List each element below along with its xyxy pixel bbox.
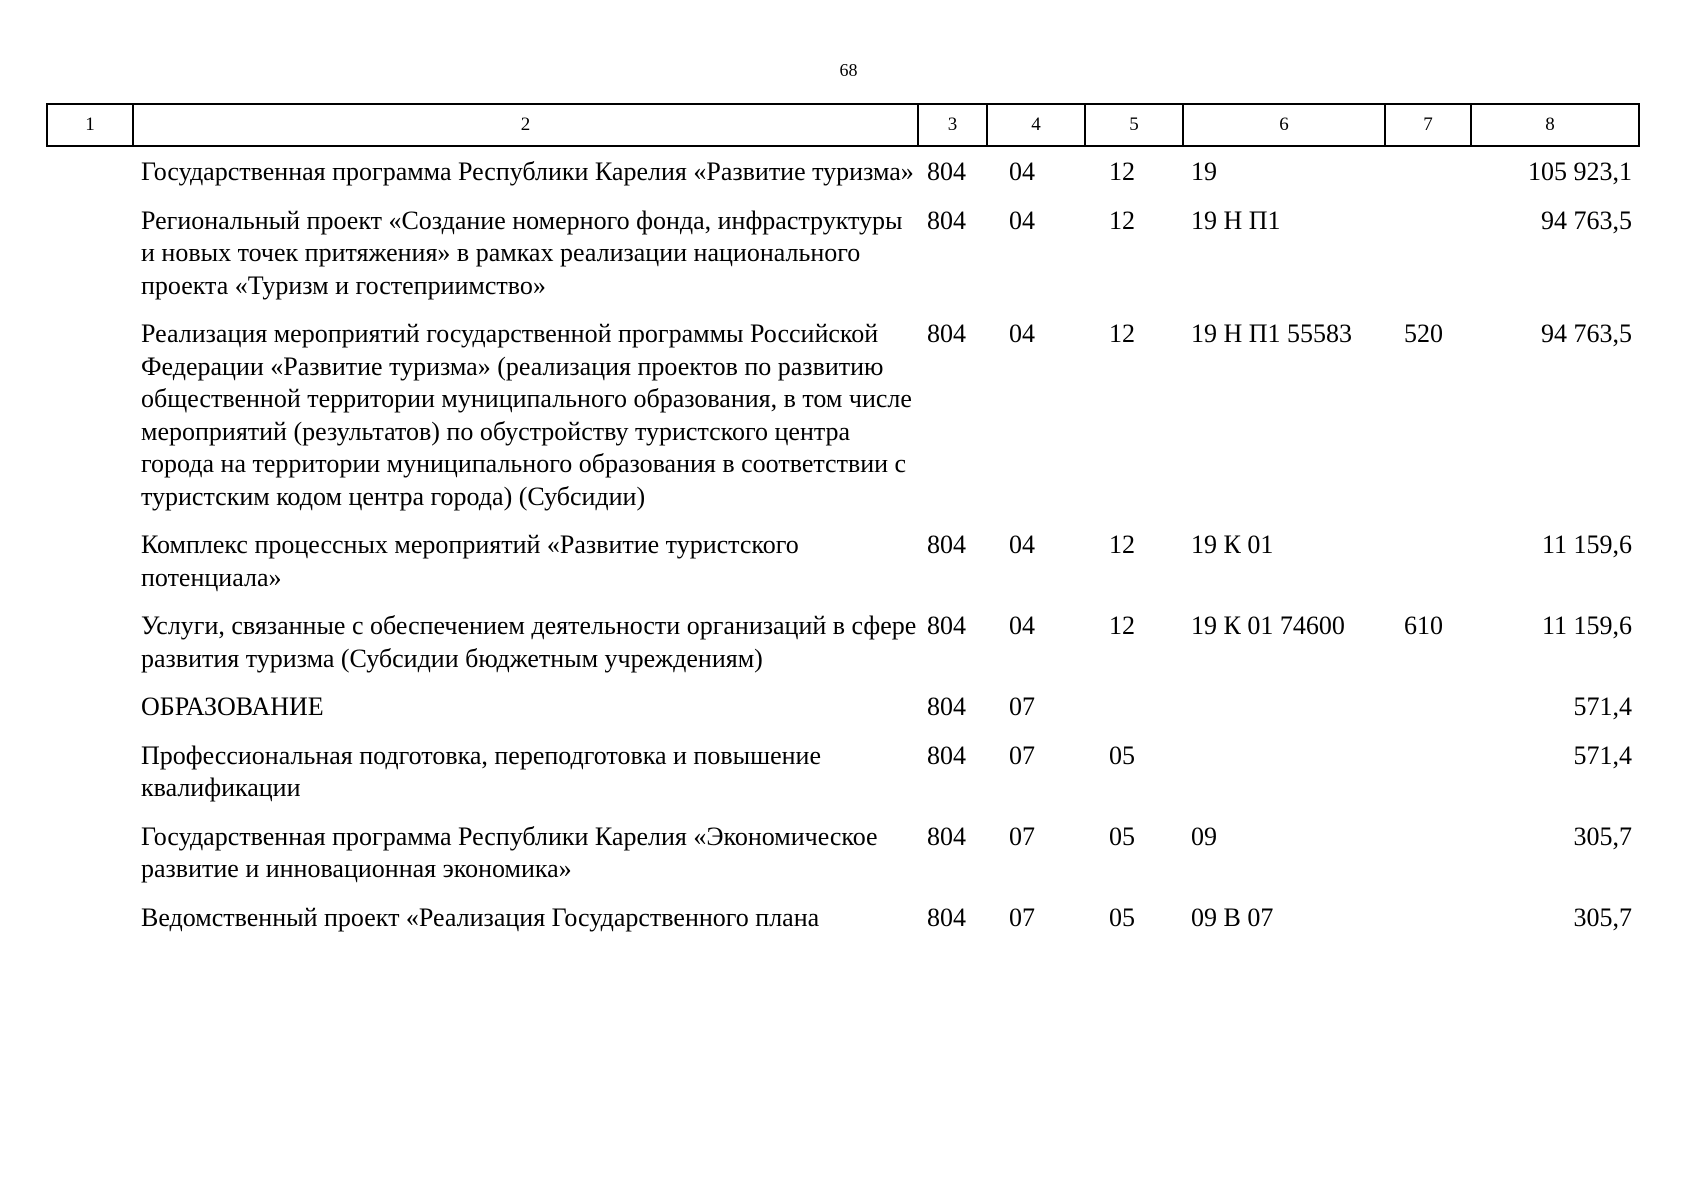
cell-col-3: 804: [927, 692, 966, 721]
cell-col-7: 520: [1404, 319, 1443, 348]
table-body: [46, 156, 1640, 950]
column-header-6: 6: [1184, 105, 1386, 145]
cell-col-1: [46, 529, 132, 594]
cell-col-6: [1182, 691, 1384, 724]
cell-col-1: [46, 902, 132, 935]
cell-item-name: Региональный проект «Создание номерного фонда, инфраструктуры и новых точек притяжения» в рамках реализации национального проекта «Туризм и гостеприимство»: [141, 205, 903, 300]
cell-col-7: [1384, 821, 1470, 886]
column-header-4: 4: [988, 105, 1086, 145]
cell-col-6: 19 К 01 74600: [1191, 611, 1345, 640]
table-row: [46, 318, 1640, 529]
cell-amount: 105 923,1: [1528, 157, 1632, 186]
cell-col-7: [1384, 205, 1470, 303]
column-header-8: 8: [1545, 114, 1555, 135]
cell-col-1: [46, 610, 132, 675]
cell-col-6: 19 К 01: [1191, 530, 1274, 559]
cell-amount: 571,4: [1573, 740, 1632, 770]
column-header-5: 5: [1086, 105, 1184, 145]
table-row: [46, 902, 1640, 951]
cell-item-name: Услуги, связанные с обеспечением деятельности организаций в сфере развития туризма (Субсидии бюджетным учреждениям): [141, 611, 917, 673]
cell-col-4: 04: [1009, 157, 1035, 186]
cell-item-name: Государственная программа Республики Карелия «Развитие туризма»: [141, 157, 914, 186]
cell-col-5: 12: [1109, 319, 1135, 348]
cell-amount: 94 763,5: [1541, 319, 1632, 348]
cell-col-6: 09: [1191, 821, 1217, 851]
cell-col-1: [46, 205, 132, 303]
table-row: [46, 529, 1640, 610]
column-header-1: 1: [48, 105, 134, 145]
table-row: [46, 691, 1640, 740]
cell-col-4: 07: [1009, 692, 1035, 721]
cell-col-5: 12: [1109, 205, 1135, 235]
cell-col-4: 04: [1009, 205, 1035, 235]
cell-amount: 94 763,5: [1541, 205, 1632, 235]
cell-col-1: [46, 821, 132, 886]
cell-col-3: 804: [927, 821, 966, 851]
cell-col-6: 19 Н П1: [1191, 205, 1281, 235]
cell-col-1: [46, 740, 132, 805]
column-header-2: 2: [134, 105, 919, 145]
cell-col-3: 804: [927, 902, 966, 932]
cell-col-3: 804: [927, 740, 966, 770]
cell-col-4: 07: [1009, 821, 1035, 851]
table-row: [46, 821, 1640, 902]
cell-col-3: 804: [927, 530, 966, 559]
cell-item-name: Ведомственный проект «Реализация Государственного плана: [141, 902, 820, 932]
cell-col-1: [46, 691, 132, 724]
cell-col-6: 19 Н П1 55583: [1191, 319, 1353, 348]
cell-amount: 571,4: [1573, 692, 1632, 721]
cell-col-5: 05: [1109, 740, 1135, 770]
column-header-3: 3: [919, 105, 988, 145]
cell-col-4: 04: [1009, 611, 1035, 640]
table-header-row: [46, 103, 1640, 147]
cell-col-3: 804: [927, 157, 966, 186]
table-row: [46, 156, 1640, 205]
cell-col-3: 804: [927, 611, 966, 640]
table-row: [46, 610, 1640, 691]
cell-amount: 305,7: [1573, 902, 1632, 932]
cell-amount: 11 159,6: [1541, 530, 1632, 559]
cell-col-4: 04: [1009, 319, 1035, 348]
cell-col-6: [1182, 740, 1384, 805]
cell-col-7: [1384, 902, 1470, 935]
cell-item-name: ОБРАЗОВАНИЕ: [141, 692, 324, 721]
cell-col-7: [1384, 691, 1470, 724]
cell-amount: 11 159,6: [1541, 611, 1632, 640]
page-number: 68: [839, 60, 858, 80]
cell-col-5: 12: [1109, 157, 1135, 186]
cell-col-5: 12: [1109, 611, 1135, 640]
cell-col-7: 610: [1404, 611, 1443, 640]
cell-col-5: 05: [1109, 821, 1135, 851]
cell-item-name: Государственная программа Республики Карелия «Экономическое развитие и инновационная экономика»: [141, 821, 878, 883]
cell-col-5: [1084, 691, 1182, 724]
cell-col-4: 07: [1009, 902, 1035, 932]
cell-col-4: 04: [1009, 530, 1035, 559]
cell-col-7: [1384, 529, 1470, 594]
cell-col-6: 19: [1191, 157, 1217, 186]
cell-item-name: Профессиональная подготовка, переподготовка и повышение квалификации: [141, 740, 822, 802]
cell-col-3: 804: [927, 205, 966, 235]
cell-col-1: [46, 156, 132, 189]
cell-col-3: 804: [927, 319, 966, 348]
cell-amount: 305,7: [1573, 821, 1632, 851]
cell-item-name: Реализация мероприятий государственной программы Российской Федерации «Развитие туризма» (реализация проектов по развитию общественной территории муниципального образования, в том числе мероприятий (результатов) по обустройству туристского центра города на территории муниципального образования в соответствии с туристским кодом центра города) (Субсидии): [141, 319, 912, 511]
table-row: [46, 740, 1640, 821]
cell-col-5: 05: [1109, 902, 1135, 932]
cell-col-4: 07: [1009, 740, 1035, 770]
cell-col-7: [1384, 740, 1470, 805]
column-header-7: 7: [1386, 105, 1472, 145]
cell-item-name: Комплекс процессных мероприятий «Развитие туристского потенциала»: [141, 530, 799, 592]
cell-col-1: [46, 318, 132, 513]
cell-col-5: 12: [1109, 530, 1135, 559]
cell-col-7: [1384, 156, 1470, 189]
table-row: [46, 205, 1640, 319]
cell-col-6: 09 В 07: [1191, 902, 1274, 932]
